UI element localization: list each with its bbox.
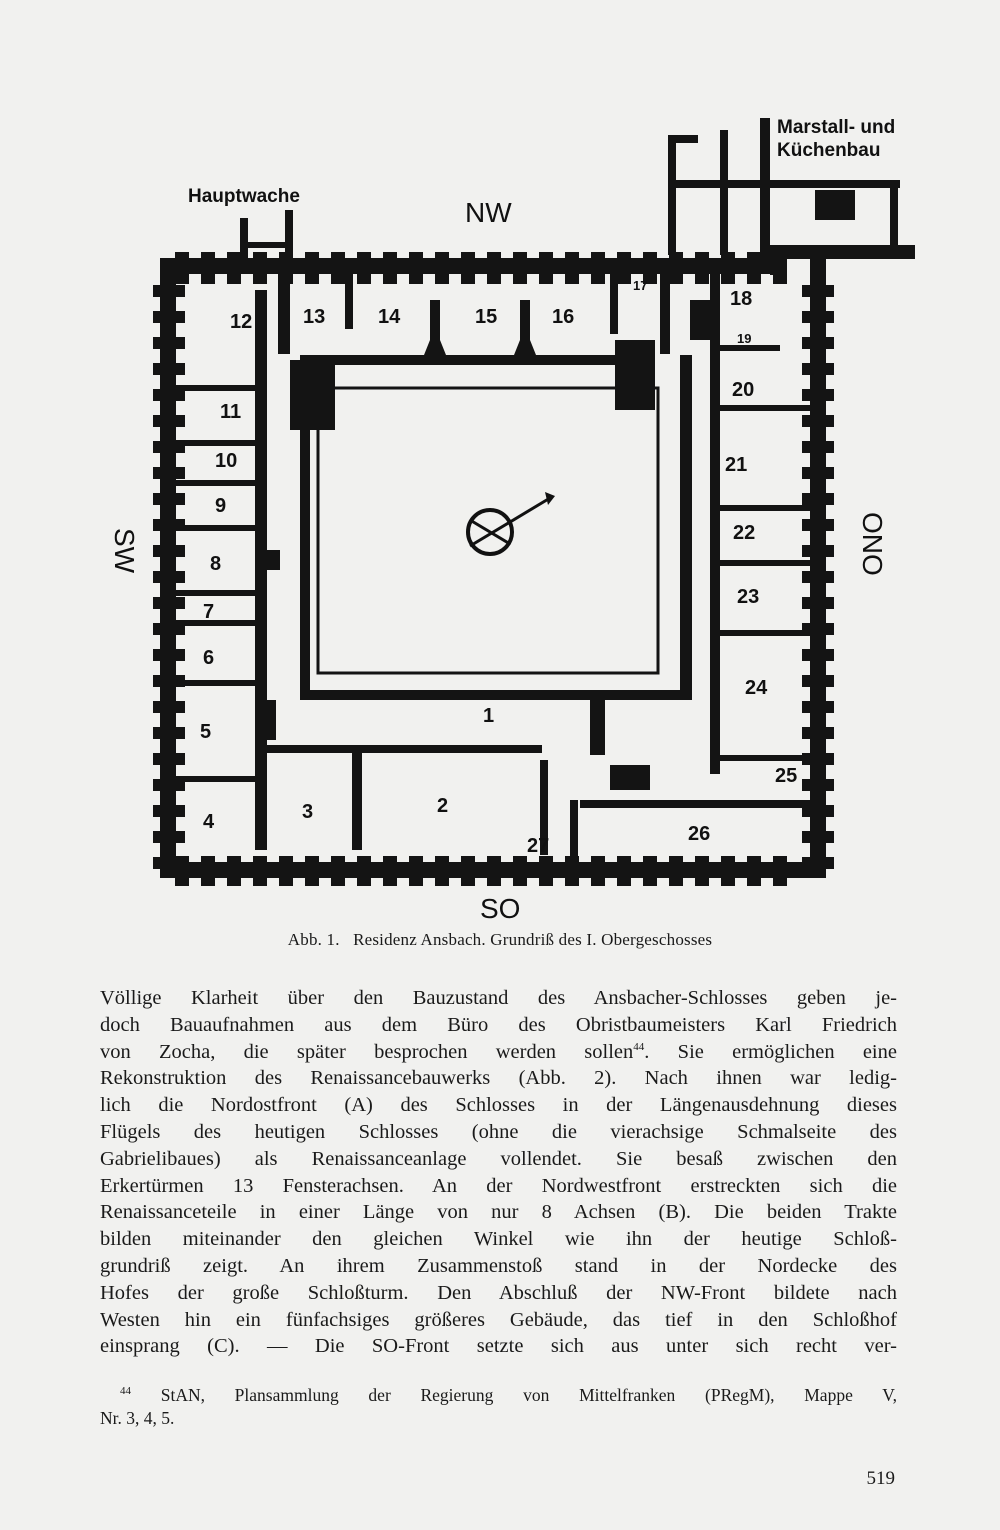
window-pier xyxy=(153,649,185,661)
caption-label: Abb. 1. xyxy=(287,930,340,949)
window-pier xyxy=(227,252,241,284)
body-text xyxy=(100,985,897,1360)
body-line: Gabrielibaues) als Renaissanceanlage vollendet. Sie besaß zwischen den xyxy=(100,1147,897,1170)
body-line: Hofes der große Schloßturm. Den Abschluß der NW-Front bildete nach xyxy=(100,1281,897,1304)
window-pier xyxy=(802,571,834,583)
window-pier xyxy=(175,252,189,284)
room-number-23: 23 xyxy=(737,586,760,608)
window-pier xyxy=(669,856,683,886)
window-pier xyxy=(802,649,834,661)
room-number-2: 2 xyxy=(437,795,449,817)
window-pier xyxy=(802,857,834,869)
window-pier xyxy=(802,727,834,739)
window-pier xyxy=(802,779,834,791)
window-pier xyxy=(773,856,787,886)
room-number-6: 6 xyxy=(203,647,215,669)
room-number-10: 10 xyxy=(215,450,238,472)
annex-structures xyxy=(240,118,900,258)
direction-so: SO xyxy=(480,893,521,920)
page-number: 519 xyxy=(866,1468,895,1489)
window-pier xyxy=(305,856,319,886)
marstall-label: Marstall- und xyxy=(777,117,896,138)
footnote-line xyxy=(100,1384,897,1407)
window-pier xyxy=(153,467,185,479)
window-pier xyxy=(153,545,185,557)
window-pier xyxy=(279,856,293,886)
window-pier xyxy=(802,389,834,401)
room-number-15: 15 xyxy=(475,306,498,328)
window-pier xyxy=(253,252,267,284)
direction-ono: ONO xyxy=(857,512,888,576)
hauptwache-label: Hauptwache xyxy=(188,186,300,207)
body-line: Rekonstruktion des Renaissancebauwerks (Abb. 2). Nach ihnen war ledig- xyxy=(100,1067,897,1090)
window-pier xyxy=(802,831,834,843)
room-number-19: 19 xyxy=(737,331,752,346)
window-pier xyxy=(487,252,501,284)
window-pier xyxy=(357,856,371,886)
window-pier xyxy=(201,856,215,886)
window-pier xyxy=(153,337,185,349)
window-pier xyxy=(357,252,371,284)
window-pier xyxy=(802,675,834,687)
window-pier xyxy=(565,252,579,284)
window-pier xyxy=(695,856,709,886)
body-line: lich die Nordostfront (A) des Schlosses in der Längenausdehnung dieses xyxy=(100,1094,897,1117)
window-pier xyxy=(802,467,834,479)
body-line-text: von Zocha, die später besprochen werden sollen xyxy=(100,1040,634,1063)
room-number-17: 17 xyxy=(633,278,648,293)
window-pier xyxy=(435,856,449,886)
window-pier xyxy=(153,311,185,323)
room-number-8: 8 xyxy=(210,553,222,575)
room-number-12: 12 xyxy=(230,311,253,333)
window-pier xyxy=(802,701,834,713)
room-number-24: 24 xyxy=(745,677,768,699)
window-pier xyxy=(153,805,185,817)
window-pier xyxy=(802,441,834,453)
room-number-5: 5 xyxy=(200,721,212,743)
window-pier xyxy=(721,856,735,886)
figure-caption xyxy=(0,930,1000,950)
window-pier xyxy=(305,252,319,284)
direction-sw: SW xyxy=(109,528,140,574)
window-pier xyxy=(153,415,185,427)
window-pier xyxy=(435,252,449,284)
window-pier xyxy=(802,363,834,375)
window-pier xyxy=(669,252,683,284)
body-line: Westen hin ein fünfachsiges größeres Gebäude, das tief in den Schloßhof xyxy=(100,1308,897,1331)
body-line: Völlige Klarheit über den Bauzustand des Ansbacher-Schlosses geben je- xyxy=(100,987,897,1009)
window-pier xyxy=(153,597,185,609)
room-number-20: 20 xyxy=(732,379,755,401)
window-pier xyxy=(617,252,631,284)
window-pier xyxy=(153,753,185,765)
room-number-4: 4 xyxy=(203,811,215,833)
window-pier xyxy=(802,493,834,505)
room-number-27: 27 xyxy=(527,835,550,857)
window-pier xyxy=(153,363,185,375)
caption-text: Residenz Ansbach. Grundriß des I. Obergeschosses xyxy=(353,930,713,949)
window-pier xyxy=(153,727,185,739)
direction-nw: NW xyxy=(465,197,512,228)
room-number-3: 3 xyxy=(302,801,314,823)
window-pier xyxy=(591,856,605,886)
window-pier xyxy=(539,856,553,886)
window-pier xyxy=(802,337,834,349)
window-pier xyxy=(461,252,475,284)
window-pier xyxy=(153,831,185,843)
window-pier xyxy=(153,493,185,505)
room-number-25: 25 xyxy=(775,765,798,787)
window-pier xyxy=(487,856,501,886)
window-pier xyxy=(747,856,761,886)
body-line: Flügels des heutigen Schlosses (ohne die vierachsige Schmalseite des xyxy=(100,1120,897,1143)
window-pier xyxy=(721,252,735,284)
window-pier xyxy=(383,856,397,886)
window-pier xyxy=(747,252,761,284)
window-pier xyxy=(802,415,834,427)
window-pier xyxy=(539,252,553,284)
compass-rose xyxy=(468,492,555,554)
body-line-tail: . Sie ermöglichen eine xyxy=(644,1040,897,1063)
room-number-1: 1 xyxy=(483,705,495,727)
window-pier xyxy=(513,252,527,284)
window-pier xyxy=(802,311,834,323)
window-pier xyxy=(617,856,631,886)
window-pier xyxy=(695,252,709,284)
room-number-14: 14 xyxy=(378,306,401,328)
window-pier xyxy=(461,856,475,886)
room-number-11: 11 xyxy=(220,401,242,423)
room-number-26: 26 xyxy=(688,823,711,845)
window-pier xyxy=(153,571,185,583)
footnote-text: StAN, Plansammlung der Regierung von Mittelfranken (PRegM), Mappe V, xyxy=(160,1385,897,1405)
body-line: grundriß zeigt. An ihrem Zusammenstoß stand in der Nordecke des xyxy=(100,1254,897,1277)
room-number-13: 13 xyxy=(303,306,326,328)
body-line: Renaissanceteile in einer Länge von nur 8 Achsen (B). Die beiden Trakte xyxy=(100,1201,897,1224)
room-number-21: 21 xyxy=(725,454,748,476)
body-line: Erkertürmen 13 Fensterachsen. An der Nordwestfront erstreckten sich die xyxy=(100,1174,897,1197)
window-pier xyxy=(409,856,423,886)
footnote-line: Nr. 3, 4, 5. xyxy=(100,1407,175,1428)
window-pier xyxy=(331,252,345,284)
window-pier xyxy=(153,285,185,297)
room-number-9: 9 xyxy=(215,495,227,517)
window-pier xyxy=(643,856,657,886)
window-pier xyxy=(409,252,423,284)
window-pier xyxy=(802,545,834,557)
room-number-22: 22 xyxy=(733,522,756,544)
body-line: einsprang (C). — Die SO-Front setzte sich aus unter sich recht ver- xyxy=(100,1335,897,1358)
footnote-reference[interactable]: 44 xyxy=(633,1040,645,1053)
window-pier xyxy=(802,519,834,531)
window-pier xyxy=(153,701,185,713)
window-pier xyxy=(201,252,215,284)
body-line: doch Bauaufnahmen aus dem Büro des Obristbaumeisters Karl Friedrich xyxy=(100,1013,897,1036)
window-pier xyxy=(227,856,241,886)
body-line: bilden miteinander den gleichen Winkel wie ihn der heutige Schloß- xyxy=(100,1228,897,1251)
window-pier xyxy=(802,285,834,297)
footnote-number: 44 xyxy=(120,1385,131,1398)
window-pier xyxy=(383,252,397,284)
window-pier xyxy=(331,856,345,886)
body-line-with-footnote xyxy=(100,1039,897,1066)
window-pier xyxy=(773,252,787,284)
window-pier xyxy=(513,856,527,886)
room-number-7: 7 xyxy=(203,601,215,623)
footnote xyxy=(100,1384,897,1429)
kuechenbau-label: Küchenbau xyxy=(777,140,881,161)
window-pier xyxy=(802,597,834,609)
window-pier xyxy=(591,252,605,284)
room-number-16: 16 xyxy=(552,306,575,328)
room-number-18: 18 xyxy=(730,288,753,310)
window-pier xyxy=(153,857,185,869)
window-pier xyxy=(253,856,267,886)
